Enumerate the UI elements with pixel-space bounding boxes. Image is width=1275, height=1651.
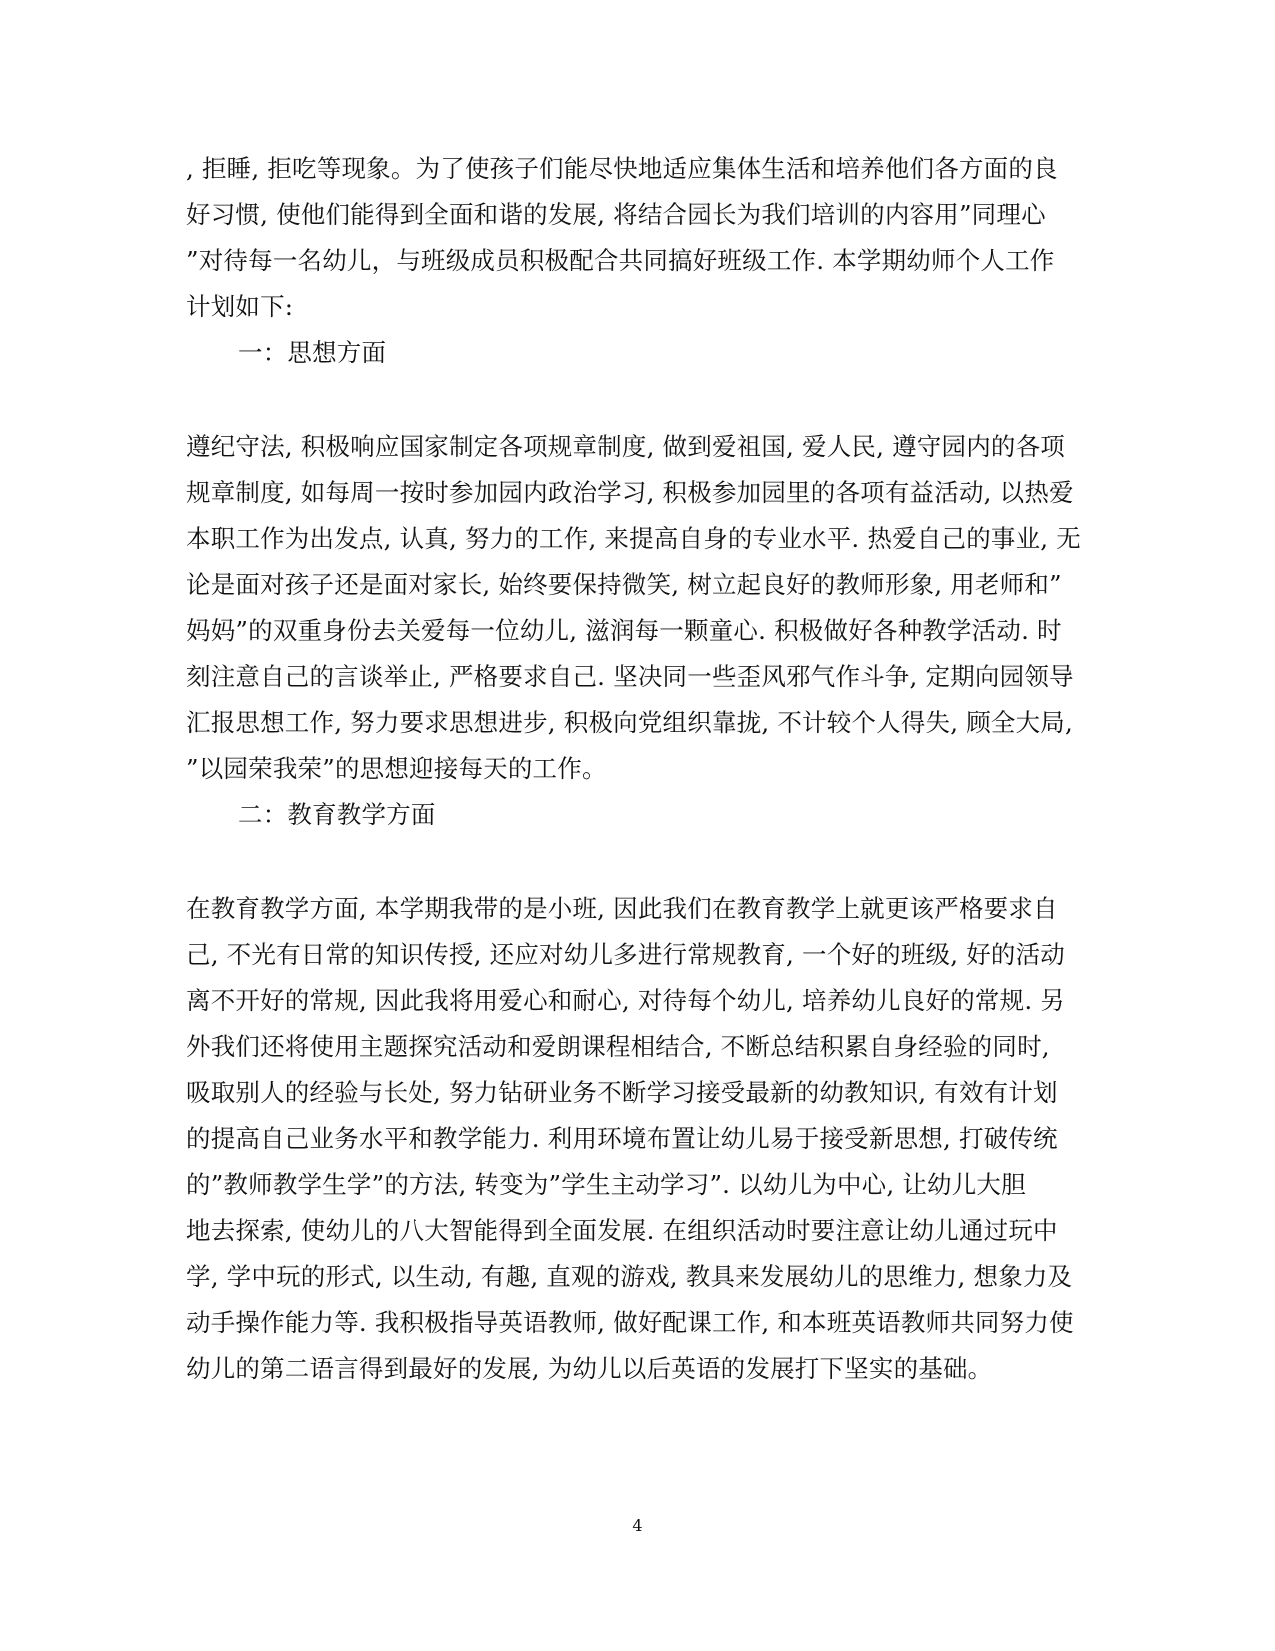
- paragraph-line: 己, 不光有日常的知识传授, 还应对幼儿多进行常规教育, 一个好的班级, 好的活动: [186, 940, 1065, 969]
- paragraph-line: ”以园荣我荣”的思想迎接每天的工作。: [186, 754, 607, 783]
- intro-line: 好习惯, 使他们能得到全面和谐的发展, 将结合园长为我们培训的内容用”同理心: [186, 200, 1046, 229]
- paragraph-line: 汇报思想工作, 努力要求思想进步, 积极向党组织靠拢, 不计较个人得失, 顾全大局,: [186, 708, 1073, 737]
- paragraph-line: 规章制度, 如每周一按时参加园内政治学习, 积极参加园里的各项有益活动, 以热爱: [186, 478, 1074, 507]
- page-number: 4: [632, 1516, 643, 1535]
- paragraph-line: 幼儿的第二语言得到最好的发展, 为幼儿以后英语的发展打下坚实的基础。: [186, 1354, 993, 1383]
- paragraph-line: 地去探索, 使幼儿的八大智能得到全面发展. 在组织活动时要注意让幼儿通过玩中: [186, 1216, 1058, 1245]
- paragraph-line: 的提高自己业务水平和教学能力. 利用环境布置让幼儿易于接受新思想, 打破传统: [186, 1124, 1058, 1153]
- section-heading-ideology: 一：思想方面: [238, 338, 387, 367]
- intro-line: ”对待每一名幼儿，与班级成员积极配合共同搞好班级工作. 本学期幼师个人工作: [186, 246, 1055, 275]
- paragraph-line: 刻注意自己的言谈举止, 严格要求自己. 坚决同一些歪风邪气作斗争, 定期向园领导: [186, 662, 1074, 691]
- section-heading-teaching: 二：教育教学方面: [238, 800, 436, 829]
- paragraph-line: 动手操作能力等. 我积极指导英语教师, 做好配课工作, 和本班英语教师共同努力使: [186, 1308, 1074, 1337]
- paragraph-line: 外我们还将使用主题探究活动和爱朗课程相结合, 不断总结积累自身经验的同时,: [186, 1032, 1050, 1061]
- paragraph-line: 的”教师教学生学”的方法, 转变为”学生主动学习”. 以幼儿为中心, 让幼儿大胆: [186, 1170, 1026, 1199]
- paragraph-line: 吸取别人的经验与长处, 努力钻研业务不断学习接受最新的幼教知识, 有效有计划: [186, 1078, 1058, 1107]
- intro-line: , 拒睡, 拒吃等现象。为了使孩子们能尽快地适应集体生活和培养他们各方面的良: [186, 154, 1058, 183]
- intro-line: 计划如下:: [186, 292, 294, 321]
- paragraph-line: 在教育教学方面, 本学期我带的是小班, 因此我们在教育教学上就更该严格要求自: [186, 894, 1058, 923]
- paragraph-line: 离不开好的常规, 因此我将用爱心和耐心, 对待每个幼儿, 培养幼儿良好的常规. 另: [186, 986, 1065, 1015]
- paragraph-line: 论是面对孩子还是面对家长, 始终要保持微笑, 树立起良好的教师形象, 用老师和”: [186, 570, 1062, 599]
- paragraph-line: 学, 学中玩的形式, 以生动, 有趣, 直观的游戏, 教具来发展幼儿的思维力, 想象力及: [186, 1262, 1073, 1291]
- paragraph-line: 遵纪守法, 积极响应国家制定各项规章制度, 做到爱祖国, 爱人民, 遵守园内的各项: [186, 432, 1065, 461]
- paragraph-line: 本职工作为出发点, 认真, 努力的工作, 来提高自身的专业水平. 热爱自己的事业, 无: [186, 524, 1081, 553]
- paragraph-line: 妈妈”的双重身份去关爱每一位幼儿, 滋润每一颗童心. 积极做好各种教学活动. 时: [186, 616, 1062, 645]
